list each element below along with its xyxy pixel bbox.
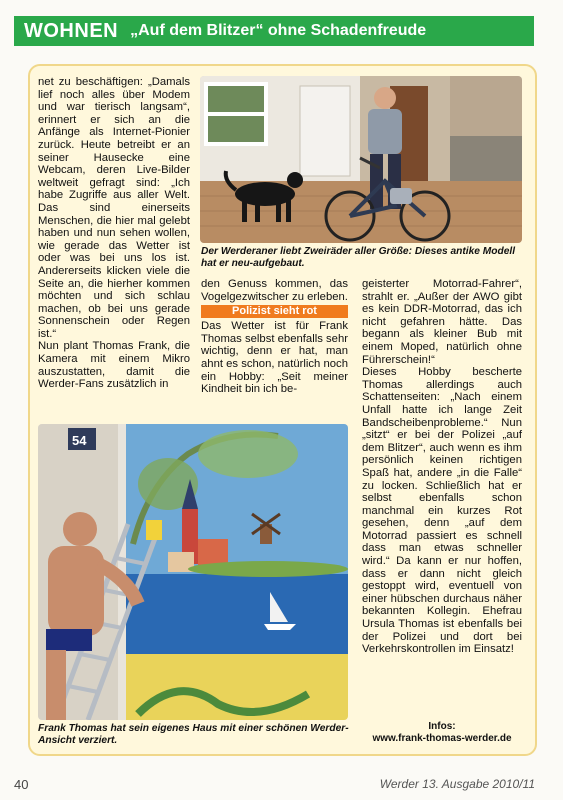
text-column-3 [362,278,522,718]
section-label: WOHNEN [24,19,119,42]
photo-motorbike [200,76,522,243]
house-number: 54 [72,433,87,448]
motorbike-photo-illustration [200,76,522,243]
paragraph: Dieses Hobby bescherte Thomas allerdings auch Schattenseiten: „Nach einem Unfall hatte ich lange Zeit Bandscheibenprobleme.“ Nun „sitzt“ er bei der Polizei „auf dem Blitzer“, auch wenn es ihm persönlich keinen richtigen Spaß hat, andere „in die Falle“ zu locken. Schließlich hat er selbst ebenfalls schon manchmal ein kurzes Rot gesehen, denn „auf dem Motorrad passiert es schnell dass man etwas schneller wird.“ Da kann er nur hoffen, dass er dann nicht gleich gestoppt wird, eventuell von einer hübschen durchaus näher bekannten Kollegin. Ehefrau Ursula Thomas ist ebenfalls bei der Polizei und dort bei Verkehrskontrollen im Einsatz! [362,366,522,656]
text-column-2 [201,278,348,418]
photo-mural [38,424,348,720]
page-number: 40 [14,777,29,792]
photo-caption-motorbike: Der Werderaner liebt Zweiräder aller Größe: Dieses antike Modell hat er neu-aufgebaut. [201,246,516,269]
section-header [14,16,534,46]
paragraph: Das Wetter ist für Frank Thomas selbst ebenfalls sehr wichtig, denn er hat, man ahnt es schon, natürlich noch ein Hobby: „Seit meiner Kindheit bin ich be- [201,320,348,396]
photo-caption-mural: Frank Thomas hat sein eigenes Haus mit einer schönen Werder-Ansicht verziert. [38,723,349,746]
info-label: Infos: [428,721,456,732]
paragraph: Nun plant Thomas Frank, die Kamera mit einem Mikro auszustatten, damit die Werder-Fans zusätzlich in [38,340,190,391]
paragraph: geisterter Motorrad-Fahrer“, strahlt er. „Außer der AWO gibt es kein DDR-Motorrad, das ich nicht gefahren hätte. Das begann als kleiner Bub mit einem Moped, natürlich ohne Führerschein!“ [362,278,522,366]
article-headline: „Auf dem Blitzer“ ohne Schadenfreude [130,22,427,39]
info-url[interactable]: www.frank-thomas-werder.de [372,733,512,744]
info-box [362,721,522,745]
text-column-1 [38,76,190,416]
subheading: Polizist sieht rot [201,305,348,318]
paragraph: net zu beschäftigen: „Damals lief noch alles über Modem und war tierisch langsam“, erinnert er sich an die Anfänge als Internet-Pionier zurück. Heute betreibt er an seiner Hausecke eine Webcam, deren Live-Bilder weltweit gefragt sind: „Ich habe Zugriffe aus aller Welt. Das sind einerseits Menschen, die hier mal gelebt haben und nun sehen wollen, wie gerade das Wetter ist oder was bei uns los ist. Andererseits klicken viele die Seite an, die hierher kommen möchten und sich schlau machen, ob bei uns gerade Sonnenschein oder Regen ist.“ [38,76,190,340]
mural-photo-illustration [38,424,348,720]
issue-label: Werder 13. Ausgabe 2010/11 [379,777,535,791]
paragraph: den Genuss kommen, das Vogelgezwitscher zu erleben. [201,278,348,303]
